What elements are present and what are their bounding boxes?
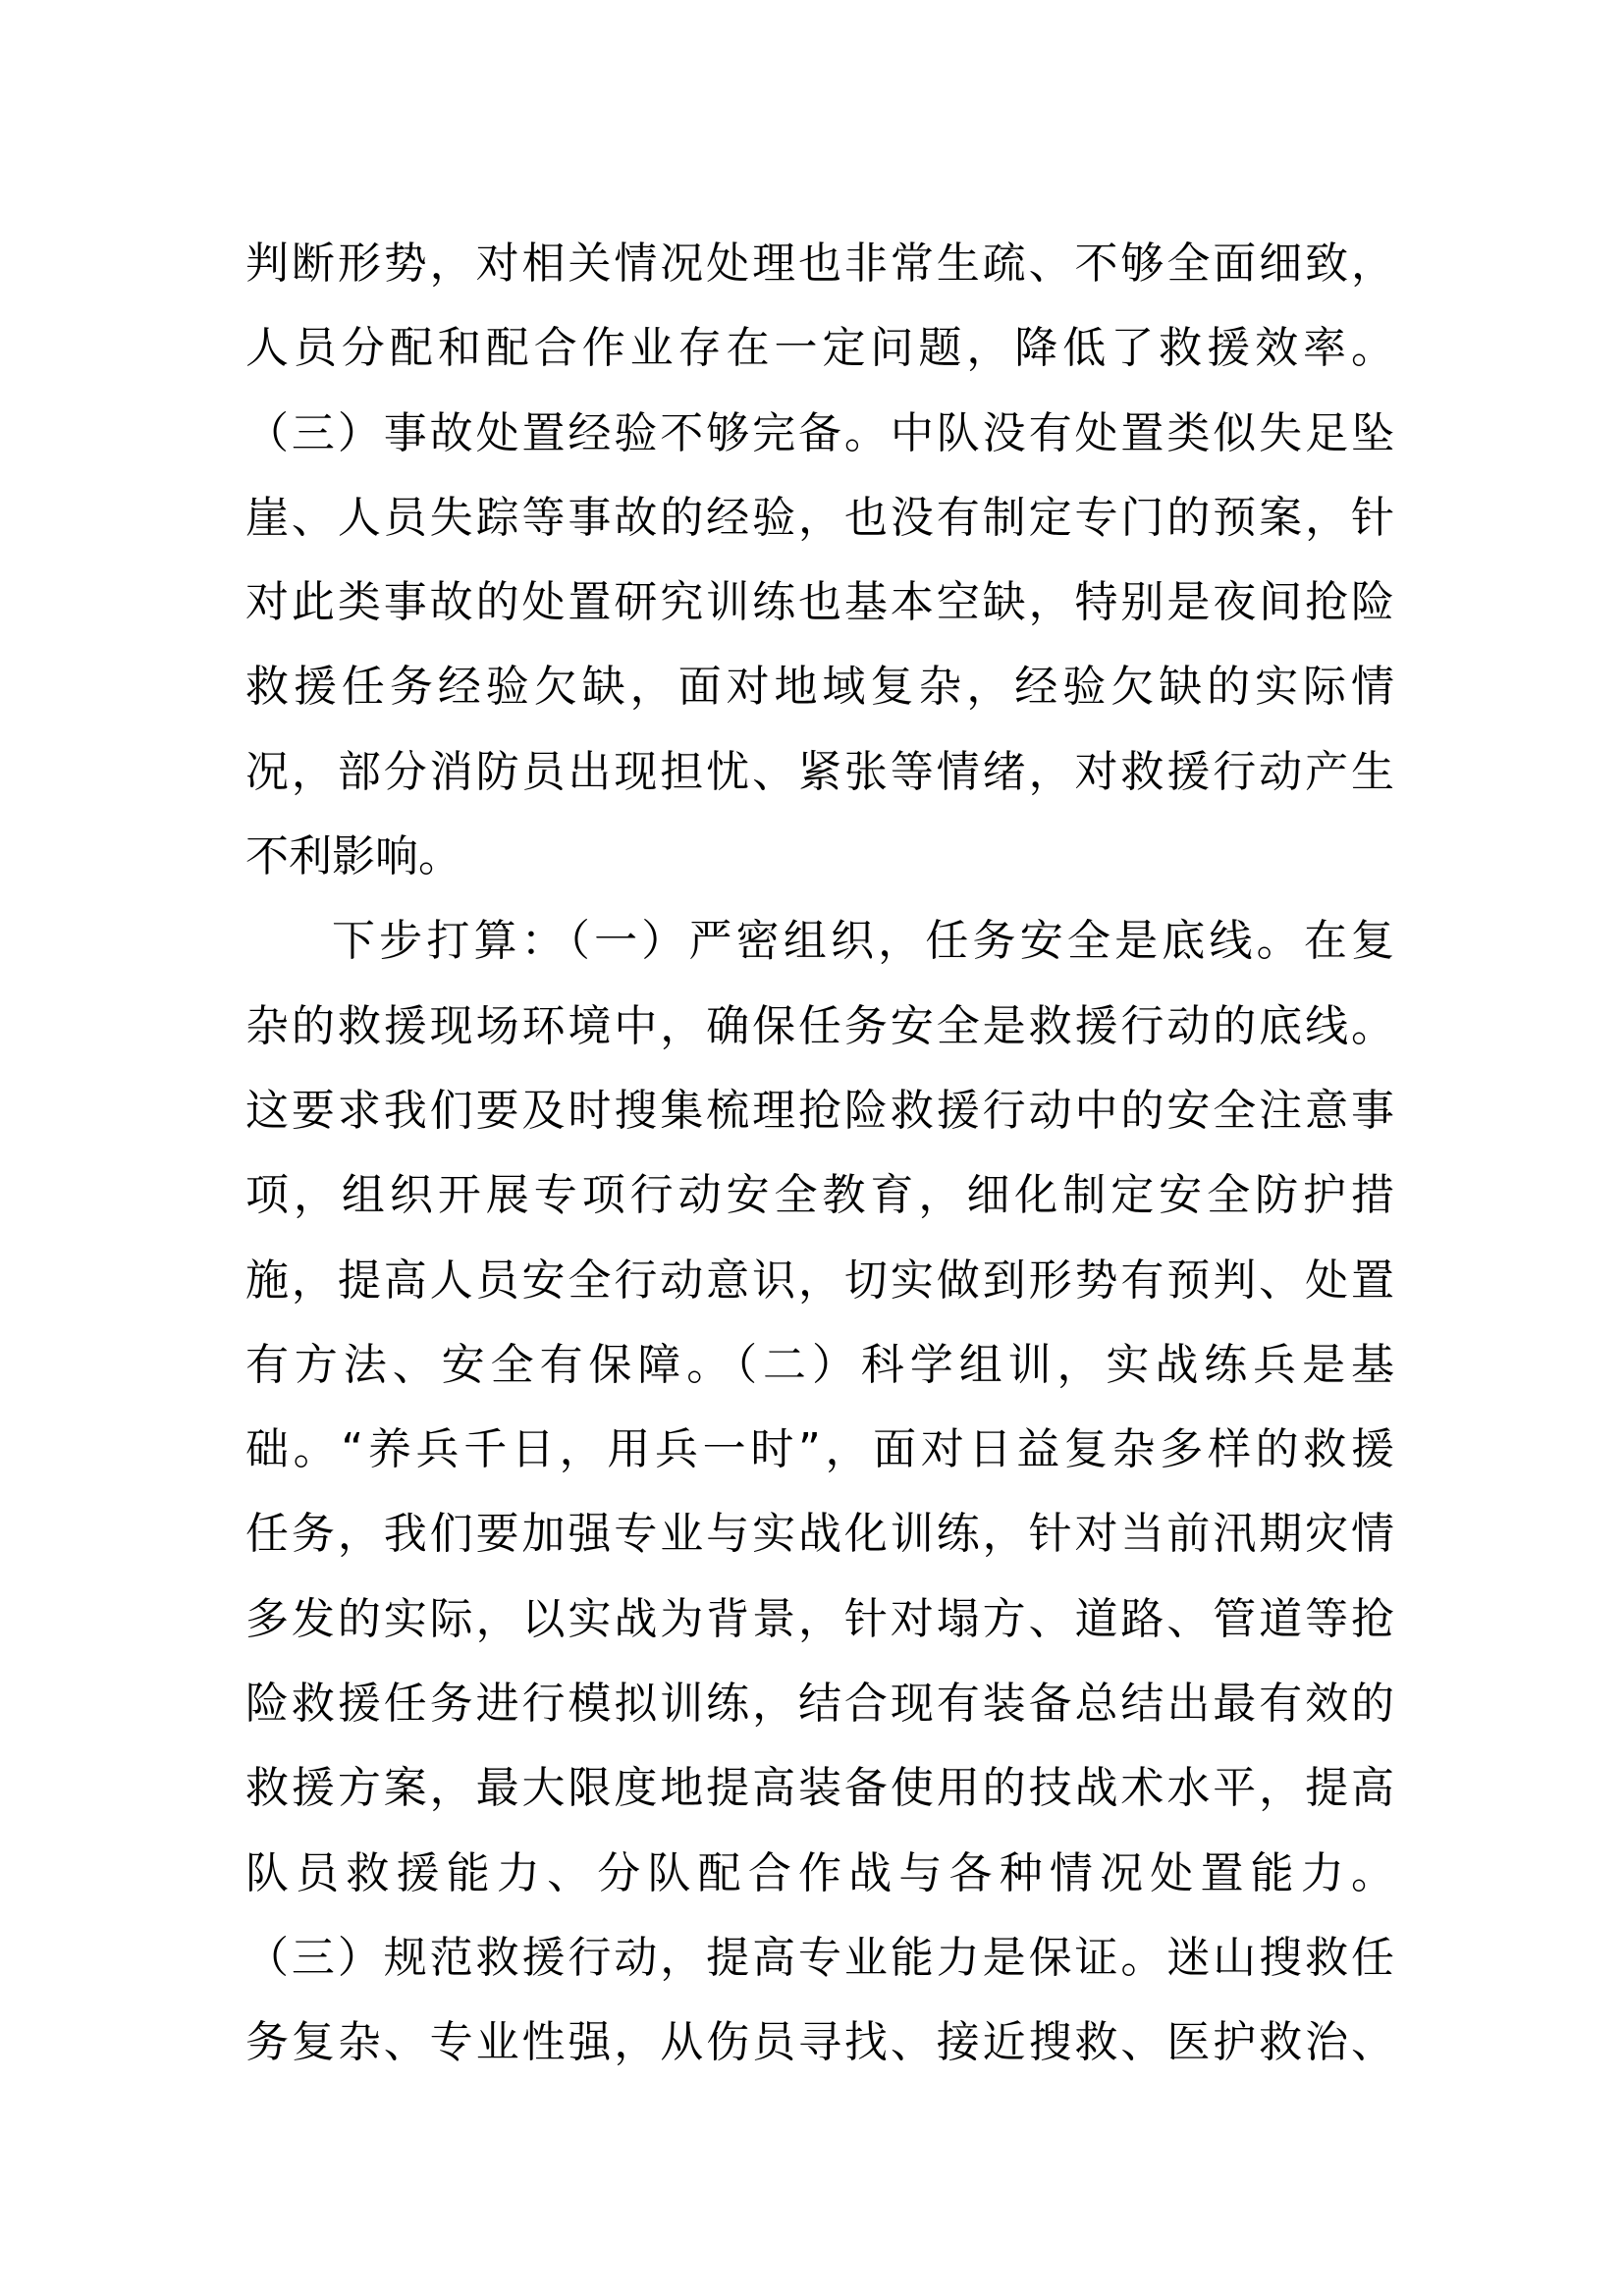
text-line: 项，组织开展专项行动安全教育，细化制定安全防护措 xyxy=(245,1170,1394,1221)
text-line: 不利影响。 xyxy=(245,831,461,882)
body-text xyxy=(245,222,1394,2086)
text-line: 队员救援能力、分队配合作战与各种情况处置能力。 xyxy=(245,1847,1394,1898)
text-line: 杂的救援现场环境中，确保任务安全是救援行动的底线。 xyxy=(245,1000,1394,1051)
text-line: 务复杂、专业性强，从伤员寻找、接近搜救、医护救治、 xyxy=(245,2017,1394,2068)
text-line: 救援任务经验欠缺，面对地域复杂，经验欠缺的实际情 xyxy=(245,662,1394,713)
text-line: 况，部分消防员出现担忧、紧张等情绪，对救援行动产生 xyxy=(245,746,1394,797)
text-line: 崖、人员失踪等事故的经验，也没有制定专门的预案，针 xyxy=(245,492,1394,543)
text-line: 人员分配和配合作业存在一定问题，降低了救援效率。 xyxy=(245,323,1394,374)
text-line: 础。“养兵千日，用兵一时”，面对日益复杂多样的救援 xyxy=(245,1424,1394,1475)
text-line: 救援方案，最大限度地提高装备使用的技战术水平，提高 xyxy=(245,1763,1394,1814)
text-line: 任务，我们要加强专业与实战化训练，针对当前汛期灾情 xyxy=(245,1509,1394,1560)
text-line: 有方法、安全有保障。（二）科学组训，实战练兵是基 xyxy=(245,1339,1394,1390)
text-line: 这要求我们要及时搜集梳理抢险救援行动中的安全注意事 xyxy=(245,1085,1394,1136)
text-line: 施，提高人员安全行动意识，切实做到形势有预判、处置 xyxy=(245,1255,1394,1306)
text-line: （三）事故处置经验不够完备。中队没有处置类似失足坠 xyxy=(245,407,1394,458)
text-line: 判断形势，对相关情况处理也非常生疏、不够全面细致， xyxy=(245,239,1394,289)
text-line: 下步打算：（一）严密组织，任务安全是底线。在复 xyxy=(332,916,1394,967)
text-line: 对此类事故的处置研究训练也基本空缺，特别是夜间抢险 xyxy=(245,577,1394,628)
text-line: （三）规范救援行动，提高专业能力是保证。迷山搜救任 xyxy=(245,1932,1394,1983)
text-line: 险救援任务进行模拟训练，结合现有装备总结出最有效的 xyxy=(245,1679,1394,1730)
text-line: 多发的实际，以实战为背景，针对塌方、道路、管道等抢 xyxy=(245,1593,1394,1644)
